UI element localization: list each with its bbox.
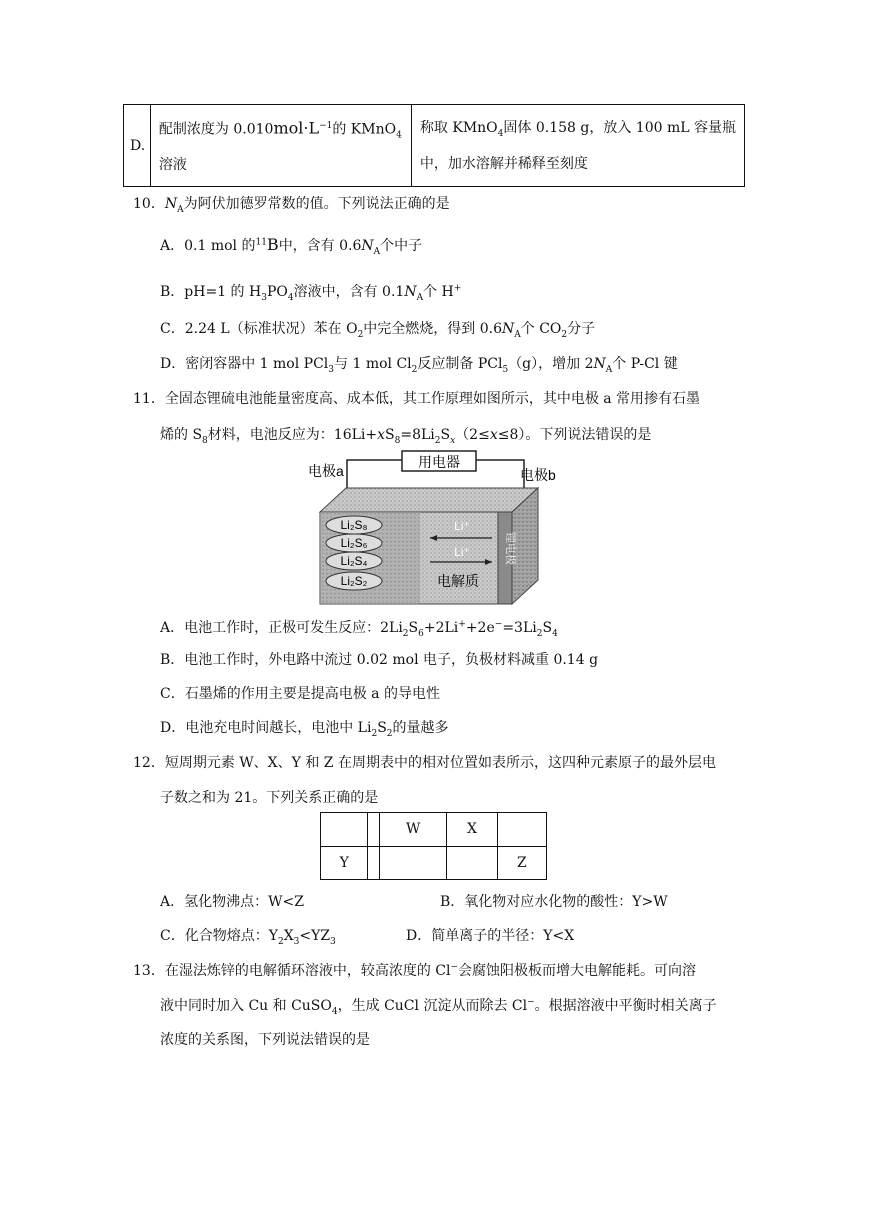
battery-diagram (306, 448, 568, 608)
q11-stem-line2: 烯的 $S_8$材料，电池反应为：$16Li+xS_8=8Li_2S_x(2\le x\le 8)$。下列说法错误的是 (160, 427, 652, 446)
q12-stem-line2: 子数之和为 21。下列关系正确的是 (160, 790, 379, 806)
option-d-operation-cell (150, 105, 411, 187)
option-d-method-line1: 称取 KMnO$_4$固体 0.158 g，放入 100 mL 容量瓶 (419, 119, 736, 139)
box-top (320, 488, 538, 512)
pt-cell: Z (497, 846, 546, 880)
pt-cell: Y (321, 846, 368, 880)
q12-option-d: D．简单离子的半径：Y<X (406, 928, 575, 944)
q12-option-c: C．化合物熔点：$Y_2X_3<YZ_3$ (160, 928, 336, 947)
pt-cell (321, 813, 368, 847)
pt-cell (497, 813, 546, 847)
q11-option-b: B．电池工作时，外电路中流过 0.02 mol 电子，负极材料减重 0.14 g (160, 652, 599, 668)
q11-option-d: D．电池充电时间越长，电池中 $Li_2S_2$的量越多 (160, 720, 449, 739)
pt-cell: X (447, 813, 497, 847)
q12-option-b: B．氧化物对应水化物的酸性：Y>W (440, 894, 668, 910)
q12-stem-line1: 12．短周期元素 W、X、Y 和 Z 在周期表中的相对位置如表所示，这四种元素原子的最外层电 (133, 755, 716, 771)
q11-option-a: A．电池工作时，正极可发生反应：$2Li_2S_6+2Li^++2e^-=3Li_2S_4$ (160, 619, 558, 639)
species-label: Li₂S₈ (340, 518, 368, 532)
q10-option-b: B．pH=1 的 $H_3PO_4$溶液中，含有 $0.1N_A$个 H+ (160, 283, 462, 303)
pt-cell (368, 813, 380, 847)
option-d-label-cell (124, 105, 151, 187)
li-ion-label-bottom: Li⁺ (454, 545, 470, 559)
pt-cell (368, 846, 380, 880)
q11-option-c: C．石墨烯的作用主要是提高电极 a 的导电性 (160, 686, 440, 702)
q10-option-c: C．2.24 L（标准状况）苯在 $O_2$中完全燃烧，得到 $0.6N_A$个 $CO_2$分子 (160, 321, 596, 340)
q12-option-a: A．氢化物沸点：W<Z (160, 894, 304, 910)
option-d-method-cell (411, 105, 744, 187)
q11-stem-line1: 11．全固态锂硫电池能量密度高、成本低，其工作原理如图所示，其中电极 a 常用掺有石墨 (133, 391, 701, 407)
option-d-operation-line1: 配制浓度为 $0.010mol\cdot L^{-1}$的 KMnO$_4$ (158, 118, 402, 141)
species-label: Li₂S₆ (340, 536, 368, 550)
li-ion-label-top: Li⁺ (454, 519, 470, 533)
pt-cell (447, 846, 497, 880)
option-d-operation-line2: 溶液 (158, 157, 187, 174)
q10-option-d: D．密闭容器中 1 mol PCl$_3$与 1 mol $Cl_2$反应制备 PCl$_5$（g），增加 $2N_A$个 P-Cl 键 (160, 356, 678, 375)
species-label: Li₂S₄ (340, 554, 368, 568)
q13-stem-line3: 浓度的关系图，下列说法错误的是 (160, 1032, 370, 1048)
q10-option-a: A．0.1 mol 的$^{11}$B中，含有 $0.6N_A$个中子 (160, 235, 423, 257)
electrode-b-material: 锂电极 (504, 532, 516, 565)
option-d-table (123, 104, 745, 187)
species-label: Li₂S₂ (340, 574, 368, 588)
q10-stem: 10．$N_A$为阿伏加德罗常数的值。下列说法正确的是 (133, 196, 450, 215)
pt-cell (380, 846, 447, 880)
device-label: 用电器 (418, 454, 460, 470)
option-d-label: D. (130, 137, 146, 154)
wire-left (347, 460, 402, 488)
option-d-method-line2: 中，加水溶解并稀释至刻度 (419, 155, 588, 172)
q13-stem-line2: 液中同时加入 Cu 和 CuSO$_4$，生成 CuCl 沉淀从而除去 Cl−。根据溶液中平衡时相关离子 (160, 997, 717, 1017)
electrode-a-label: 电极a (308, 463, 344, 479)
pt-cell: W (380, 813, 447, 847)
q13-stem-line1: 13．在湿法炼锌的电解循环溶液中，较高浓度的 Cl−会腐蚀阳极板而增大电解能耗。可向溶 (133, 962, 696, 979)
wire-right (476, 460, 524, 488)
electrolyte-label: 电解质 (437, 573, 479, 589)
electrode-b-label: 电极b (520, 467, 556, 483)
periodic-table-fragment (320, 812, 547, 880)
